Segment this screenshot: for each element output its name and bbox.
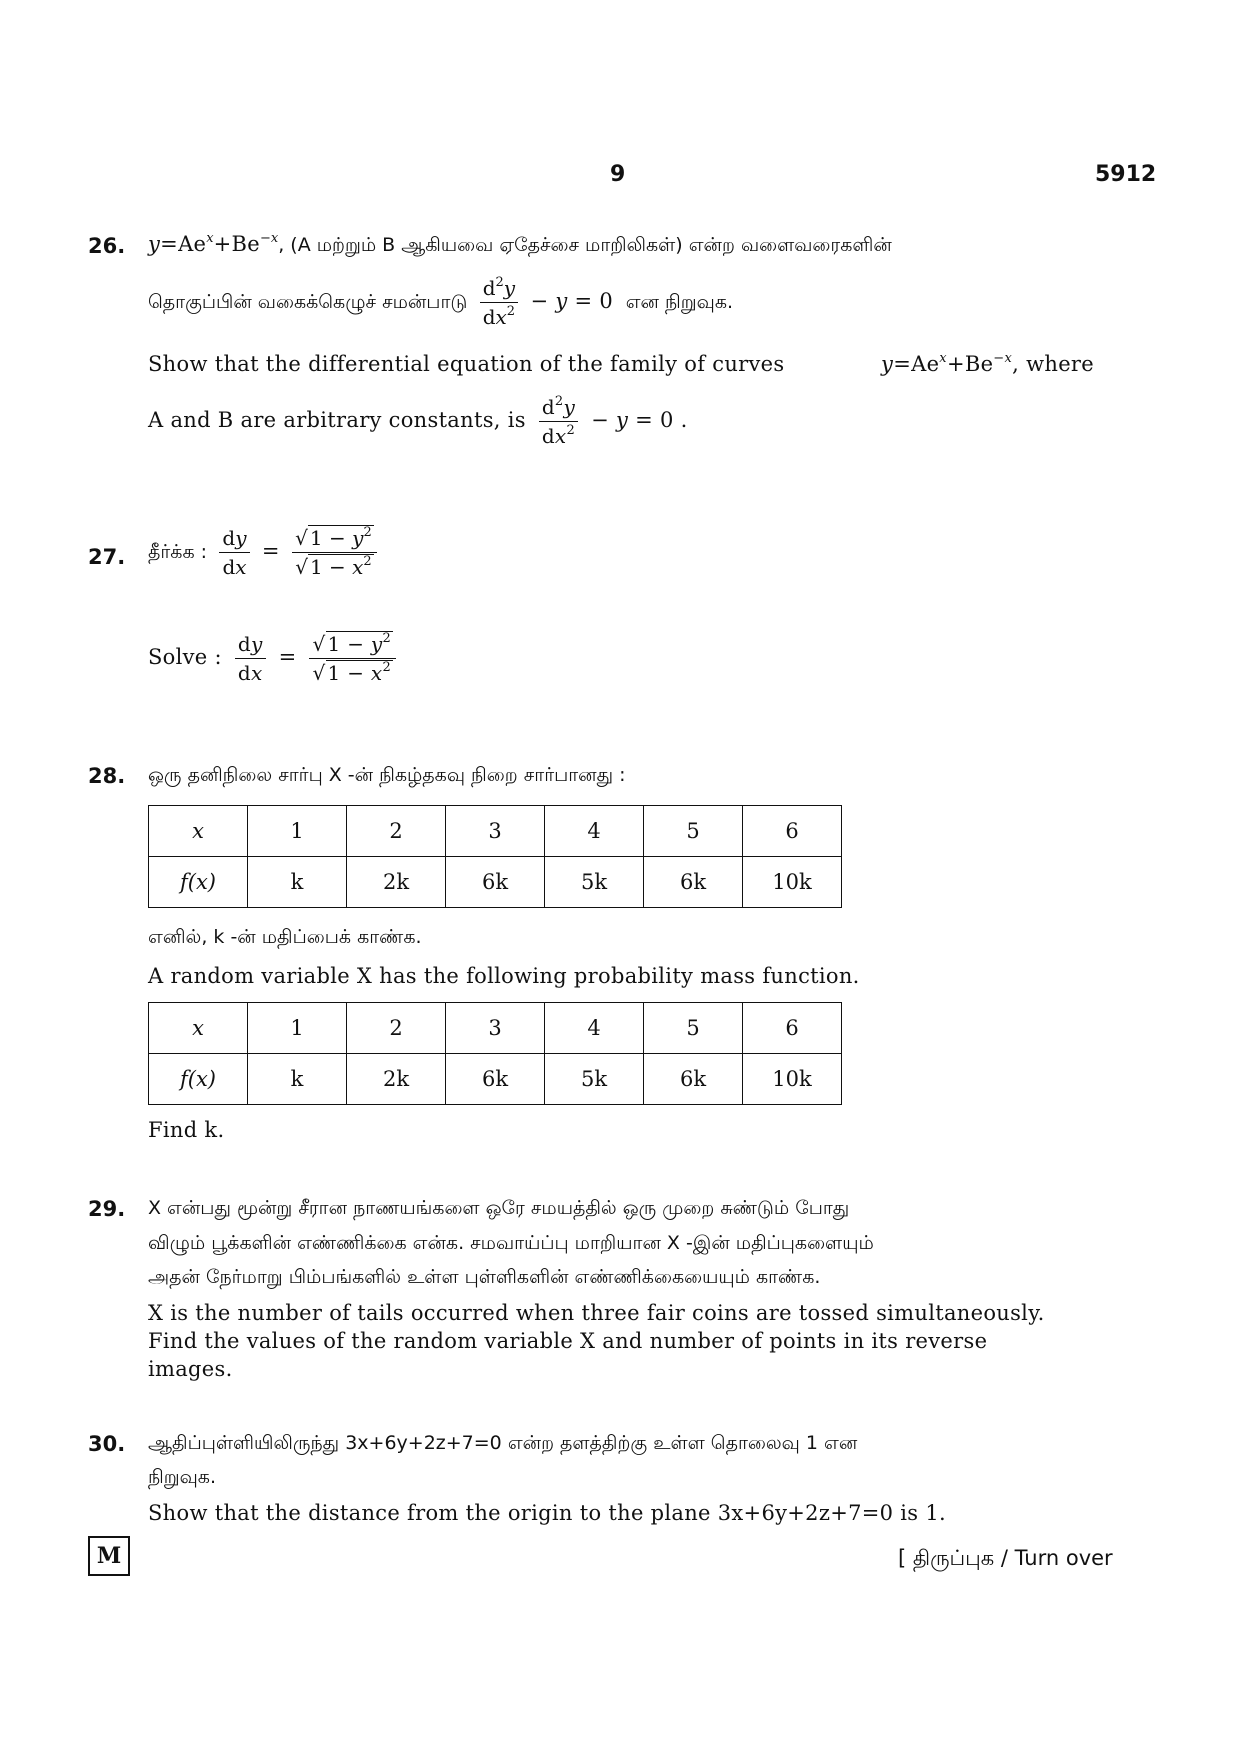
table-cell: 5k bbox=[545, 857, 644, 908]
table-cell: 1 bbox=[248, 806, 347, 857]
paper-code: 5912 bbox=[1095, 162, 1157, 187]
q28-english-intro: A random variable X has the following probability mass function. bbox=[148, 964, 860, 988]
question-number-29: 29. bbox=[88, 1197, 126, 1221]
table-cell: 6k bbox=[446, 1054, 545, 1105]
table-cell: 6k bbox=[446, 857, 545, 908]
q26-tamil-line-1: $y=Ae^x+Be^{-x}$, (A மற்றும் B ஆகியவை ஏதேச்சை மாறிலிகள்) என்ற வளைவரைகளின் bbox=[148, 231, 892, 256]
table-cell: 5k bbox=[545, 1054, 644, 1105]
table-cell: 1 bbox=[248, 1003, 347, 1054]
question-number-26: 26. bbox=[88, 234, 126, 258]
q26-tamil-line-2: தொகுப்பின் வகைக்கெழுச் சமன்பாடு $\frac{d^2y}{dx^2}$ − y = 0 என நிறுவுக. bbox=[148, 275, 734, 329]
q29-tamil-line-3: அதன் நேர்மாறு பிம்பங்களில் உள்ள புள்ளிகளின் எண்ணிக்கையையும் காண்க. bbox=[148, 1266, 821, 1288]
q30-tamil-line-1: ஆதிப்புள்ளியிலிருந்து 3x+6y+2z+7=0 என்ற தளத்திற்கு உள்ள தொலைவு 1 என bbox=[148, 1432, 858, 1454]
table-cell: 10k bbox=[743, 857, 842, 908]
q28-english-find: Find k. bbox=[148, 1118, 225, 1142]
q29-english-line-2: Find the values of the random variable X and number of points in its reverse bbox=[148, 1329, 988, 1353]
table-cell: k bbox=[248, 1054, 347, 1105]
q28-tamil-find: எனில், k -ன் மதிப்பைக் காண்க. bbox=[148, 926, 422, 948]
table-cell: 3 bbox=[446, 1003, 545, 1054]
table-row-x bbox=[149, 1003, 842, 1054]
q26-english-line-1: Show that the differential equation of the family of curves $y=Ae^x+Be^{-x}$, where bbox=[148, 351, 1094, 376]
table-cell: 6k bbox=[644, 857, 743, 908]
q26-tamil-text-1: , (A மற்றும் B ஆகியவை ஏதேச்சை மாறிலிகள்) என்ற வளைவரைகளின் bbox=[278, 234, 892, 256]
q27-tamil-equation: தீர்க்க : $\frac{dy}{dx}$ = $\frac{√ 1 - y^2}{√ 1 - x^2}$ bbox=[148, 526, 383, 579]
q26-english-text-2: A and B are arbitrary constants, is bbox=[148, 408, 526, 432]
table-cell: 2 bbox=[347, 1003, 446, 1054]
q26-tamil-text-3: என நிறுவுக. bbox=[625, 291, 734, 313]
q28-tamil-intro: ஒரு தனிநிலை சார்பு X -ன் நிகழ்தகவு நிறை சார்பானது : bbox=[148, 764, 626, 786]
table-cell-label: x bbox=[149, 806, 248, 857]
table-cell: 6 bbox=[743, 1003, 842, 1054]
table-cell: 10k bbox=[743, 1054, 842, 1105]
q26-tamil-text-2: தொகுப்பின் வகைக்கெழுச் சமன்பாடு bbox=[148, 291, 468, 313]
table-cell: 4 bbox=[545, 1003, 644, 1054]
page-number: 9 bbox=[610, 162, 626, 187]
q27-english-equation: Solve : $\frac{dy}{dx}$ = $\frac{√ 1 - y^2}{√ 1 - x^2}$ bbox=[148, 632, 402, 685]
second-derivative-fraction: $\frac{d^2y}{dx^2}$ bbox=[539, 395, 578, 448]
pmf-table-tamil bbox=[148, 805, 842, 908]
table-row-x bbox=[149, 806, 842, 857]
table-cell: 2k bbox=[347, 1054, 446, 1105]
table-cell: 2 bbox=[347, 806, 446, 857]
q29-tamil-line-2: விழும் பூக்களின் எண்ணிக்கை என்க. சமவாய்ப்பு மாறியான X -இன் மதிப்புகளையும் bbox=[148, 1232, 874, 1254]
dy-dx-fraction: $\frac{dy}{dx}$ bbox=[235, 632, 266, 685]
q27-english-label: Solve : bbox=[148, 645, 222, 669]
pmf-table-english bbox=[148, 1002, 842, 1105]
turn-over-note: [ திருப்புக / Turn over bbox=[898, 1546, 1113, 1570]
table-cell: 5 bbox=[644, 1003, 743, 1054]
table-cell: 3 bbox=[446, 806, 545, 857]
q29-english-line-1: X is the number of tails occurred when three fair coins are tossed simultaneously. bbox=[148, 1301, 1045, 1325]
sqrt-ratio-fraction: $\frac{√ 1 - y^2}{√ 1 - x^2}$ bbox=[309, 632, 396, 685]
table-cell-label: f(x) bbox=[149, 857, 248, 908]
second-derivative-fraction: $\frac{d^2y}{dx^2}$ bbox=[480, 276, 518, 329]
q26-english-text-1-end: , where bbox=[1012, 352, 1094, 376]
medium-mark: M bbox=[96, 1543, 122, 1569]
table-cell: 4 bbox=[545, 806, 644, 857]
question-number-27: 27. bbox=[88, 545, 126, 569]
q30-english-line-1: Show that the distance from the origin to the plane 3x+6y+2z+7=0 is 1. bbox=[148, 1501, 946, 1525]
question-number-30: 30. bbox=[88, 1432, 126, 1456]
table-cell: 6 bbox=[743, 806, 842, 857]
table-cell: 2k bbox=[347, 857, 446, 908]
table-cell: 5 bbox=[644, 806, 743, 857]
q30-tamil-line-2: நிறுவுக. bbox=[148, 1466, 216, 1488]
q26-english-text-1: Show that the differential equation of the family of curves bbox=[148, 352, 785, 376]
table-row-fx bbox=[149, 1054, 842, 1105]
q29-tamil-line-1: X என்பது மூன்று சீரான நாணயங்களை ஒரே சமயத்தில் ஒரு முறை சுண்டும் போது bbox=[148, 1197, 850, 1219]
q26-english-line-2: A and B are arbitrary constants, is $\frac{d^2y}{dx^2}$ − y = 0 . bbox=[148, 394, 688, 448]
table-cell: k bbox=[248, 857, 347, 908]
table-cell: 6k bbox=[644, 1054, 743, 1105]
table-cell-label: x bbox=[149, 1003, 248, 1054]
table-cell-label: f(x) bbox=[149, 1054, 248, 1105]
question-number-28: 28. bbox=[88, 764, 126, 788]
medium-mark-box bbox=[88, 1536, 130, 1576]
sqrt-ratio-fraction: $\frac{√ 1 - y^2}{√ 1 - x^2}$ bbox=[292, 526, 377, 579]
q27-tamil-label: தீர்க்க : bbox=[148, 541, 208, 563]
q29-english-line-3: images. bbox=[148, 1357, 233, 1381]
dy-dx-fraction: $\frac{dy}{dx}$ bbox=[219, 526, 249, 579]
table-row-fx bbox=[149, 857, 842, 908]
